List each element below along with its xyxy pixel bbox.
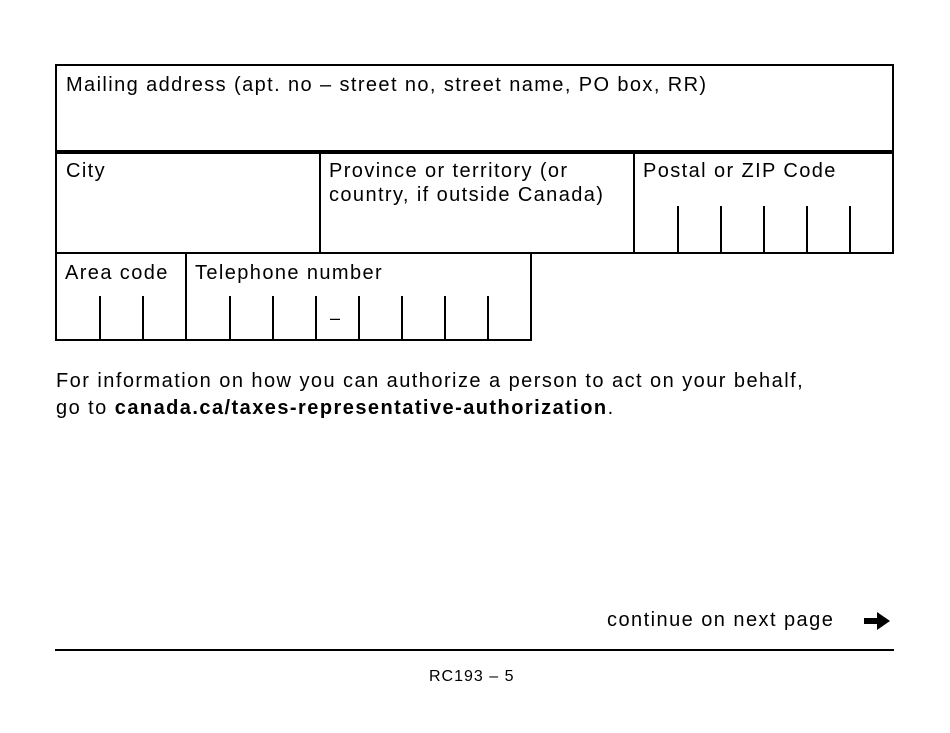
- telephone-number-field[interactable]: [185, 252, 532, 341]
- mailing-address-label: Mailing address (apt. no – street no, street name, PO box, RR): [66, 74, 708, 96]
- arrow-right-icon: [862, 609, 892, 633]
- authorization-link[interactable]: canada.ca/taxes-representative-authorization: [114, 397, 608, 419]
- telephone-number-label: Telephone number: [195, 262, 384, 284]
- authorization-info-line1: For information on how you can authorize a person to act on your behalf,: [56, 370, 805, 392]
- telephone-separator: –: [330, 308, 342, 328]
- telephone-divider: [315, 296, 317, 341]
- postal-code-field[interactable]: [633, 150, 894, 254]
- info-prefix: go to: [56, 397, 115, 419]
- continue-text: continue on next page: [607, 609, 835, 631]
- area-code-field[interactable]: [55, 252, 187, 341]
- telephone-divider: [272, 296, 274, 341]
- postal-code-divider: [806, 206, 808, 254]
- mailing-address-field[interactable]: [55, 64, 894, 154]
- page-reference: RC193 – 5: [429, 668, 515, 685]
- province-label-line1: Province or territory (or: [329, 160, 569, 182]
- telephone-divider: [444, 296, 446, 341]
- province-field[interactable]: [319, 150, 635, 254]
- area-code-divider: [99, 296, 101, 341]
- info-suffix: .: [607, 397, 615, 419]
- telephone-divider: [229, 296, 231, 341]
- city-field[interactable]: [55, 150, 321, 254]
- address-form: [55, 64, 894, 341]
- telephone-divider: [358, 296, 360, 341]
- footer-divider: [55, 649, 894, 651]
- area-code-divider: [142, 296, 144, 341]
- province-label-line2: country, if outside Canada): [329, 184, 605, 206]
- telephone-divider: [401, 296, 403, 341]
- postal-code-divider: [720, 206, 722, 254]
- telephone-divider: [487, 296, 489, 341]
- area-code-label: Area code: [65, 262, 169, 284]
- postal-code-divider: [763, 206, 765, 254]
- postal-code-label: Postal or ZIP Code: [643, 160, 837, 182]
- authorization-info-line2: [56, 395, 615, 421]
- postal-code-divider: [677, 206, 679, 254]
- postal-code-divider: [849, 206, 851, 254]
- city-label: City: [66, 160, 107, 182]
- continue-next-page: [607, 607, 834, 633]
